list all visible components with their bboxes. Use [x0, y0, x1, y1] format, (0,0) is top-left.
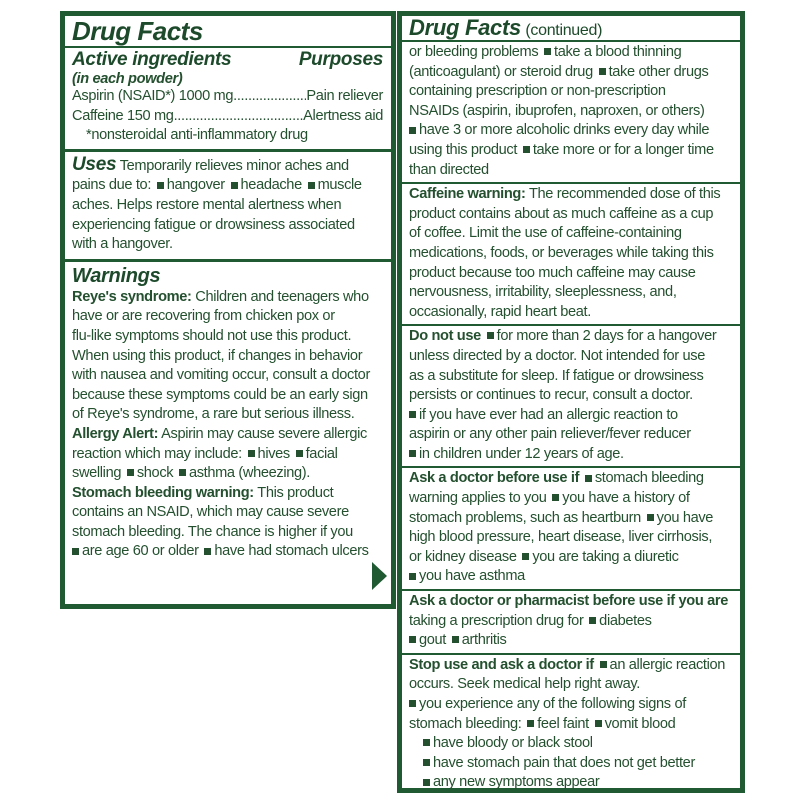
do-not-use-section: Do not use for more than 2 days for a hangover unless directed by a doctor. Not intended for use as a substitute for sleep. If fatigue or drowsiness persists or continues to recur, consult a doctor. if you have ever had an allergic reaction to aspirin or any other pain reliever/fever reducer in children under 12 years of age.	[402, 324, 740, 466]
bullet-icon	[423, 739, 430, 746]
bullet-icon	[589, 617, 596, 624]
bullet-icon	[248, 450, 255, 457]
drug-facts-right-panel	[397, 11, 745, 793]
stop-use-label: Stop use and ask a doctor if	[409, 656, 594, 673]
ask-pharmacist-label: Ask a doctor or pharmacist before use if you are	[409, 593, 728, 610]
allergy-alert-label: Allergy Alert:	[72, 425, 159, 442]
bullet-icon	[552, 494, 559, 501]
bullet-icon	[409, 450, 416, 457]
bullet-icon	[409, 636, 416, 643]
drug-facts-left-panel	[60, 11, 396, 609]
ingredient-row	[72, 87, 383, 107]
uses-section: Uses Temporarily relieves minor aches and pains due to: hangover headache muscle aches. Helps restore mental alertness when experiencing fatigue or drowsiness associated with a hangover.	[65, 149, 391, 259]
uses-heading: Uses	[72, 153, 117, 175]
stomach-bleeding-label: Stomach bleeding warning:	[72, 484, 254, 501]
ask-doctor-label: Ask a doctor before use if	[409, 470, 580, 487]
bullet-icon	[544, 48, 551, 55]
nsaid-footnote: *nonsteroidal anti-inflammatory drug	[86, 127, 308, 144]
bullet-icon	[127, 469, 134, 476]
bullet-icon	[600, 661, 607, 668]
reyes-label: Reye's syndrome:	[72, 288, 192, 305]
ingredient-purpose: Pain reliever	[306, 88, 383, 104]
bullet-icon	[599, 68, 606, 75]
bullet-icon	[409, 573, 416, 580]
bullet-icon	[423, 759, 430, 766]
bullet-icon	[231, 182, 238, 189]
bullet-icon	[409, 700, 416, 707]
continued-title-section	[402, 16, 740, 40]
drug-facts-title: Drug Facts	[72, 16, 203, 46]
bullet-icon	[409, 127, 416, 134]
bullet-icon	[72, 548, 79, 555]
ingredient-name: Aspirin (NSAID*) 1000 mg	[72, 88, 234, 104]
active-ingredients-section	[65, 46, 391, 149]
caffeine-warning-label: Caffeine warning:	[409, 186, 526, 203]
bullet-icon	[204, 548, 211, 555]
bullet-icon	[409, 411, 416, 418]
continue-arrow-icon	[372, 562, 387, 590]
continued-label: (continued)	[525, 22, 603, 39]
bullet-icon	[585, 475, 592, 482]
active-ingredients-heading: Active ingredients	[72, 49, 232, 70]
bullet-icon	[179, 469, 186, 476]
bullet-icon	[647, 514, 654, 521]
bullet-icon	[523, 146, 530, 153]
bullet-icon	[423, 779, 430, 786]
ingredient-row	[72, 107, 383, 127]
stop-use-section: Stop use and ask a doctor if an allergic reaction occurs. Seek medical help right away. you experience any of the following signs of stomach bleeding: feel faint vomit blood have bloody or black stool have stomach pain that does not get better any new symptoms appear	[402, 653, 740, 793]
bullet-icon	[527, 720, 534, 727]
warnings-continued-section: or bleeding problems take a blood thinning (anticoagulant) or steroid drug take other drugs containing prescription or non-prescription NSAIDs (aspirin, ibuprofen, naproxen, or others) have 3 or more alcoholic drinks every day while using this product take more or for a longer time than directed	[402, 40, 740, 182]
do-not-use-label: Do not use	[409, 328, 481, 345]
ask-pharmacist-section: Ask a doctor or pharmacist before use if you are taking a prescription drug for diabetes gout arthritis	[402, 589, 740, 653]
bullet-icon	[296, 450, 303, 457]
warnings-section: Warnings Reye's syndrome: Children and teenagers who have or are recovering from chicken pox or flu-like symptoms should not use this product. When using this product, if changes in behavior with nausea and vomiting occur, consult a doctor because these symptoms could be an early sign of Reye's syndrome, a rare but serious illness. Allergy Alert: Aspirin may cause severe allergic reaction which may include: hives facial swelling shock asthma (wheezing). Stomach bleeding warning: This product contains an NSAID, which may cause severe stomach bleeding. The chance is higher if you are age 60 or older have had stomach ulcers	[65, 259, 391, 562]
each-powder-note: (in each powder)	[72, 71, 183, 87]
warnings-heading: Warnings	[72, 264, 161, 287]
bullet-icon	[452, 636, 459, 643]
bullet-icon	[157, 182, 164, 189]
purposes-heading: Purposes	[298, 49, 383, 70]
bullet-icon	[308, 182, 315, 189]
bullet-icon	[487, 332, 494, 339]
bullet-icon	[595, 720, 602, 727]
caffeine-warning-section: Caffeine warning: The recommended dose of this product contains about as much caffeine as a cup of coffee. Limit the use of caffeine-containing medications, foods, or beverages while taking this product because too much caffeine may cause nervousness, irritability, sleeplessness, and, occasionally, rapid heart beat.	[402, 182, 740, 324]
title-section	[65, 16, 391, 46]
ingredient-name: Caffeine 150 mg	[72, 107, 174, 124]
drug-facts-continued-title: Drug Facts	[409, 15, 521, 40]
ingredient-purpose: Alertness aid	[303, 107, 383, 124]
bullet-icon	[522, 553, 529, 560]
ask-doctor-section: Ask a doctor before use if stomach bleeding warning applies to you you have a history of stomach problems, such as heartburn you have high blood pressure, heart disease, liver cirrhosis, or kidney disease you are taking a diuretic you have asthma	[402, 466, 740, 589]
